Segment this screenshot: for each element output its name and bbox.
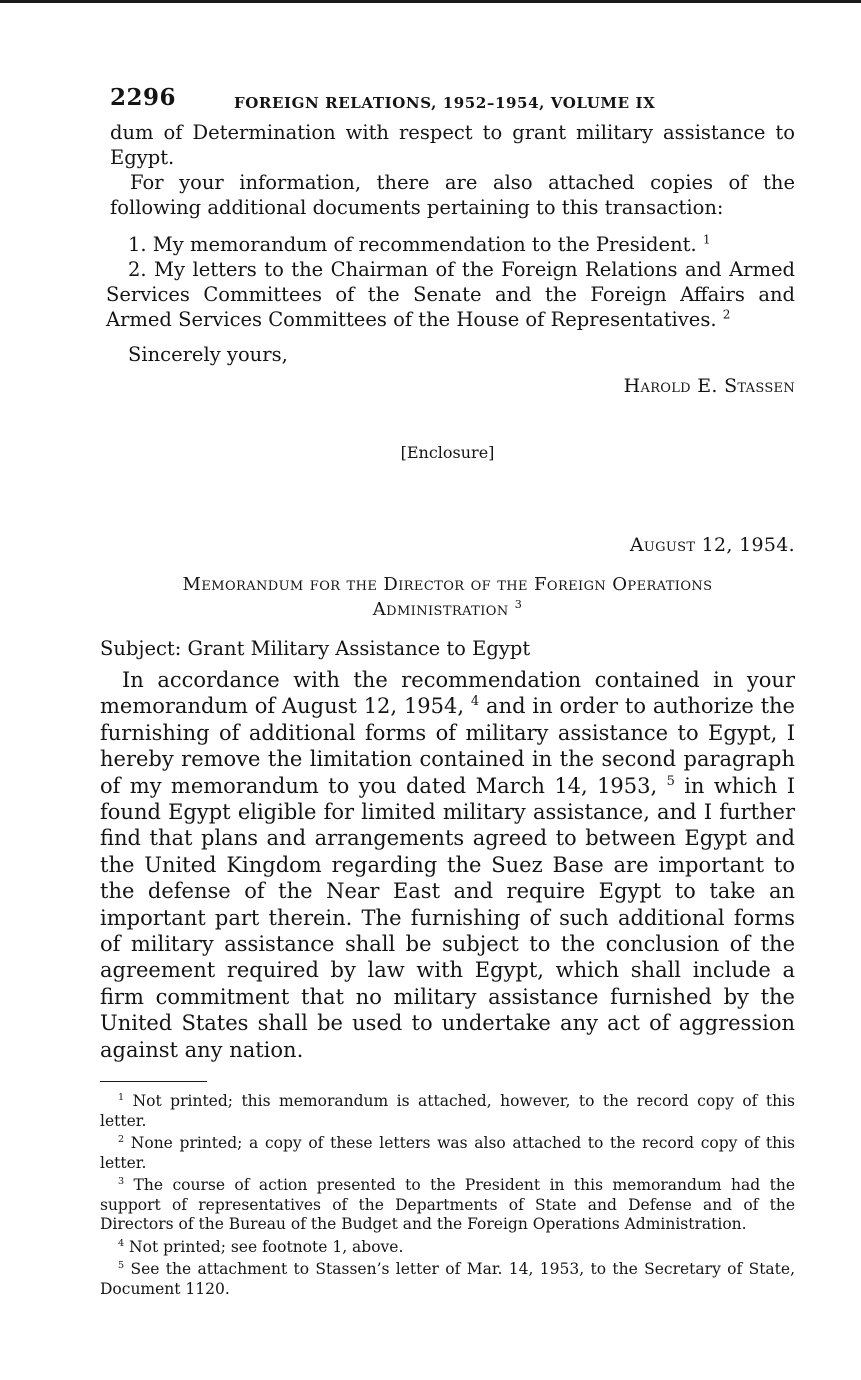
footnote	[100, 1134, 795, 1173]
memo-subject: Subject: Grant Military Assistance to Egypt	[100, 637, 531, 660]
footnote-ref: 5	[666, 773, 675, 789]
memo-title-line: Memorandum for the Director of the Foreign Operations	[182, 574, 713, 595]
signature: Harold E. Stassen	[623, 375, 795, 397]
memo-body-text: and in order to authorize the furnishing of additional forms of military assistance to Egypt, I hereby remove the limitation contained in the second paragraph of my memorandum to you dated March 14, 1953,	[100, 694, 795, 798]
letter-section	[100, 120, 795, 397]
list-item-text: 2. My letters to the Chairman of the Foreign Relations and Armed Services Committees of the Senate and the Foreign Affairs and Armed Services Committees of the House of Representatives.	[106, 258, 795, 331]
top-border-rule	[0, 0, 861, 3]
list-item-text: 1. My memorandum of recommendation to the President.	[128, 233, 697, 256]
footnote-ref: 3	[514, 598, 523, 611]
memo-body	[100, 667, 795, 1063]
page-number: 2296	[110, 84, 177, 111]
document-page	[100, 82, 795, 1302]
footnote	[100, 1260, 795, 1299]
info-paragraph: For your information, there are also attached copies of the following additional documents pertaining to this transaction:	[110, 171, 795, 219]
footnote-marker: 4	[118, 1237, 125, 1249]
footnote-marker: 3	[118, 1175, 125, 1187]
running-head: FOREIGN RELATIONS, 1952–1954, VOLUME IX	[234, 94, 656, 112]
page-header	[100, 82, 795, 120]
footnote-text: Not printed; this memorandum is attached, however, to the record copy of this letter.	[100, 1092, 795, 1130]
closing-salutation: Sincerely yours,	[128, 343, 288, 366]
footnote	[100, 1176, 795, 1235]
footnote	[100, 1238, 795, 1258]
footnote-marker: 2	[118, 1133, 125, 1145]
footnotes	[100, 1092, 795, 1299]
memo-title-text: Administration	[372, 599, 509, 620]
footnote-text: See the attachment to Stassen’s letter of Mar. 14, 1953, to the Secretary of State, Document 1120.	[100, 1260, 795, 1298]
memo-body-text: in which I found Egypt eligible for limited military assistance, and I further find that plans and arrangements agreed to between Egypt and the United Kingdom regarding the Suez Base are important to the defense of the Near East and require Egypt to take an important part therein. The furnishing of such additional forms of military assistance shall be subject to the conclusion of the agreement required by law with Egypt, which shall include a firm commitment that no military assistance furnished by the United States shall be used to undertake any act of aggression against any nation.	[100, 773, 795, 1062]
footnote-ref: 2	[722, 307, 731, 322]
memo-title	[100, 572, 795, 622]
memo-date: August 12, 1954.	[629, 534, 795, 556]
attachment-list	[100, 232, 795, 332]
list-item	[106, 232, 795, 257]
memo-body-text: In accordance with the recommendation contained in your memorandum of August 12, 1954,	[100, 668, 795, 719]
footnote-ref: 1	[702, 232, 711, 247]
memo-title-line	[100, 597, 795, 622]
footnote	[100, 1092, 795, 1131]
footnote-ref: 4	[470, 694, 480, 710]
footnote-text: None printed; a copy of these letters was also attached to the record copy of this letter.	[100, 1134, 795, 1172]
letter-continuation: dum of Determination with respect to grant military assistance to Egypt.	[110, 121, 795, 169]
footnote-text: Not printed; see footnote 1, above.	[129, 1237, 404, 1256]
footnote-marker: 5	[118, 1259, 125, 1271]
list-item	[106, 257, 795, 332]
footnote-text: The course of action presented to the President in this memorandum had the support of representatives of the Departments of State and Defense and of the Directors of the Bureau of the Budget and the Foreign Operations Administration.	[100, 1176, 795, 1234]
footnote-marker: 1	[118, 1091, 125, 1103]
footnote-divider	[100, 1081, 207, 1082]
enclosure-label: [Enclosure]	[400, 443, 495, 462]
